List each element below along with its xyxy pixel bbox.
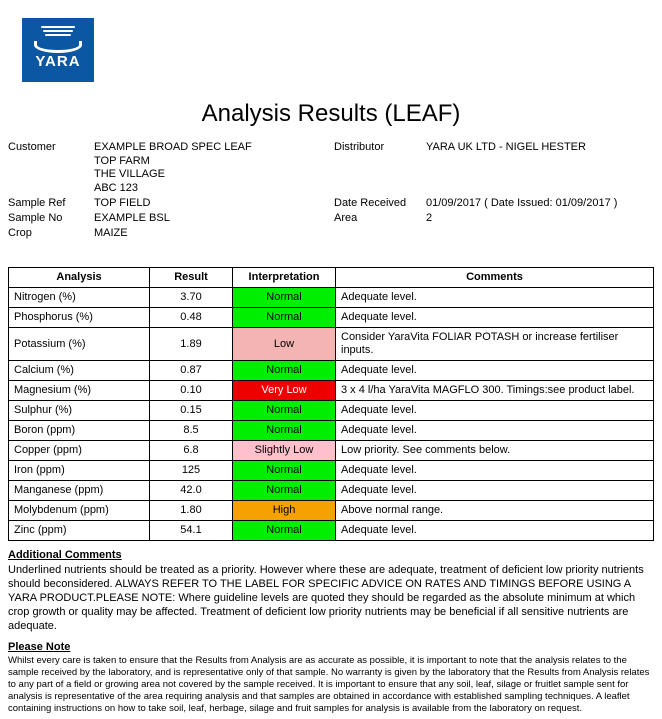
column-header-interpretation: Interpretation — [233, 268, 336, 288]
cell-result: 0.48 — [150, 308, 233, 328]
area-value: 2 — [426, 212, 433, 224]
column-header-analysis: Analysis — [9, 268, 150, 288]
crop-value: MAIZE — [94, 227, 128, 239]
cell-result: 1.89 — [150, 328, 233, 361]
header-info — [8, 141, 654, 242]
sample-no-label: Sample No — [8, 212, 63, 224]
table-row — [9, 441, 654, 461]
cell-interpretation: Normal — [233, 421, 336, 441]
column-header-comments: Comments — [336, 268, 654, 288]
cell-comments: Adequate level. — [336, 361, 654, 381]
cell-interpretation: High — [233, 501, 336, 521]
please-note-body: Whilst every care is taken to ensure that the Results from Analysis are as accurate as possible, it is important to note that the analysis relates to the sample received by the laboratory, and is representative only of that sample. No warranty is given by the laboratory that the Results from Analysis relates to any part of a field or growing area not covered by the sample received. It is important to ensure that any soil, leaf, silage or fruitlet sample sent for analysis is representative of the area requiring analysis and that samples are obtained in accordance with established sampling techniques. A leaflet containing instructions on how to take soil, leaf, herbage, silage and fruit samples for analysis is available from the laboratory on request. — [8, 655, 650, 714]
cell-analysis: Nitrogen (%) — [9, 288, 150, 308]
area-label: Area — [334, 212, 358, 224]
cell-interpretation: Normal — [233, 401, 336, 421]
cell-interpretation: Normal — [233, 481, 336, 501]
table-row — [9, 381, 654, 401]
logo-box — [22, 18, 94, 82]
cell-analysis: Iron (ppm) — [9, 461, 150, 481]
cell-result: 8.5 — [150, 421, 233, 441]
cell-interpretation: Normal — [233, 361, 336, 381]
cell-comments: Adequate level. — [336, 521, 654, 541]
cell-comments: Adequate level. — [336, 421, 654, 441]
customer-address — [94, 141, 334, 197]
customer-line-3: ABC 123 — [94, 181, 139, 194]
cell-comments: Adequate level. — [336, 461, 654, 481]
cell-result: 54.1 — [150, 521, 233, 541]
crop-label: Crop — [8, 227, 32, 239]
please-note-heading: Please Note — [8, 641, 71, 653]
sample-no-value: EXAMPLE BSL — [94, 212, 170, 224]
yara-logo — [22, 18, 94, 82]
cell-analysis: Molybdenum (ppm) — [9, 501, 150, 521]
cell-result: 0.10 — [150, 381, 233, 401]
ship-hull-icon — [34, 41, 82, 53]
table-row — [9, 361, 654, 381]
distributor-value: YARA UK LTD - NIGEL HESTER — [426, 141, 586, 153]
additional-comments-heading: Additional Comments — [8, 549, 122, 561]
cell-comments: Consider YaraVita FOLIAR POTASH or increase fertiliser inputs. — [336, 328, 654, 361]
cell-comments: Low priority. See comments below. — [336, 441, 654, 461]
cell-result: 6.8 — [150, 441, 233, 461]
cell-interpretation: Low — [233, 328, 336, 361]
cell-comments: Adequate level. — [336, 288, 654, 308]
cell-comments: 3 x 4 l/ha YaraVita MAGFLO 300. Timings:see product label. — [336, 381, 654, 401]
additional-comments-body: Underlined nutrients should be treated as a priority. However where these are adequate, treatment of deficient low priority nutrients should beconsidered. ALWAYS REFER TO THE LABEL FOR SPECIFIC ADVICE ON RATES AND TIMINGS BEFORE USING A YARA PRODUCT.PLEASE NOTE: Where guideline levels are quoted they should be regarded as the absolute minimum at which crop growth or quality may be affected. Treatment of deficient low priority nutrients may be beneficial if all sensitive nutrients are adequate. — [8, 564, 644, 632]
table-row — [9, 288, 654, 308]
additional-comments-block — [8, 549, 654, 633]
cell-analysis: Magnesium (%) — [9, 381, 150, 401]
cell-interpretation: Very Low — [233, 381, 336, 401]
cell-analysis: Zinc (ppm) — [9, 521, 150, 541]
table-row — [9, 308, 654, 328]
cell-result: 0.87 — [150, 361, 233, 381]
cell-analysis: Calcium (%) — [9, 361, 150, 381]
table-row — [9, 501, 654, 521]
cell-comments: Adequate level. — [336, 481, 654, 501]
viking-ship-icon — [34, 25, 82, 53]
cell-comments: Adequate level. — [336, 401, 654, 421]
cell-analysis: Phosphorus (%) — [9, 308, 150, 328]
ship-sail-icon — [41, 26, 75, 40]
cell-interpretation: Normal — [233, 288, 336, 308]
cell-result: 42.0 — [150, 481, 233, 501]
cell-analysis: Potassium (%) — [9, 328, 150, 361]
date-received-value: 01/09/2017 ( Date Issued: 01/09/2017 ) — [426, 197, 618, 209]
cell-result: 3.70 — [150, 288, 233, 308]
brand-name: YARA — [35, 53, 81, 70]
page-title: Analysis Results (LEAF) — [201, 100, 461, 127]
sample-ref-value: TOP FIELD — [94, 197, 151, 209]
results-table — [8, 267, 654, 541]
table-row — [9, 461, 654, 481]
column-header-result: Result — [150, 268, 233, 288]
date-received-label: Date Received — [334, 197, 407, 209]
cell-interpretation: Normal — [233, 308, 336, 328]
cell-analysis: Copper (ppm) — [9, 441, 150, 461]
cell-analysis: Sulphur (%) — [9, 401, 150, 421]
table-row — [9, 481, 654, 501]
table-row — [9, 401, 654, 421]
please-note-block — [8, 641, 654, 715]
cell-comments: Adequate level. — [336, 308, 654, 328]
customer-line-0: EXAMPLE BROAD SPEC LEAF — [94, 141, 252, 153]
cell-analysis: Boron (ppm) — [9, 421, 150, 441]
customer-label: Customer — [8, 141, 56, 153]
cell-interpretation: Normal — [233, 461, 336, 481]
table-row — [9, 421, 654, 441]
cell-result: 1.80 — [150, 501, 233, 521]
table-header-row — [9, 268, 654, 288]
cell-interpretation: Normal — [233, 521, 336, 541]
customer-line-1: TOP FARM — [94, 154, 150, 167]
cell-result: 0.15 — [150, 401, 233, 421]
sample-ref-label: Sample Ref — [8, 197, 66, 209]
cell-analysis: Manganese (ppm) — [9, 481, 150, 501]
distributor-label: Distributor — [334, 141, 385, 153]
table-row — [9, 328, 654, 361]
table-row — [9, 521, 654, 541]
customer-line-2: THE VILLAGE — [94, 168, 165, 180]
cell-interpretation: Slightly Low — [233, 441, 336, 461]
cell-result: 125 — [150, 461, 233, 481]
cell-comments: Above normal range. — [336, 501, 654, 521]
